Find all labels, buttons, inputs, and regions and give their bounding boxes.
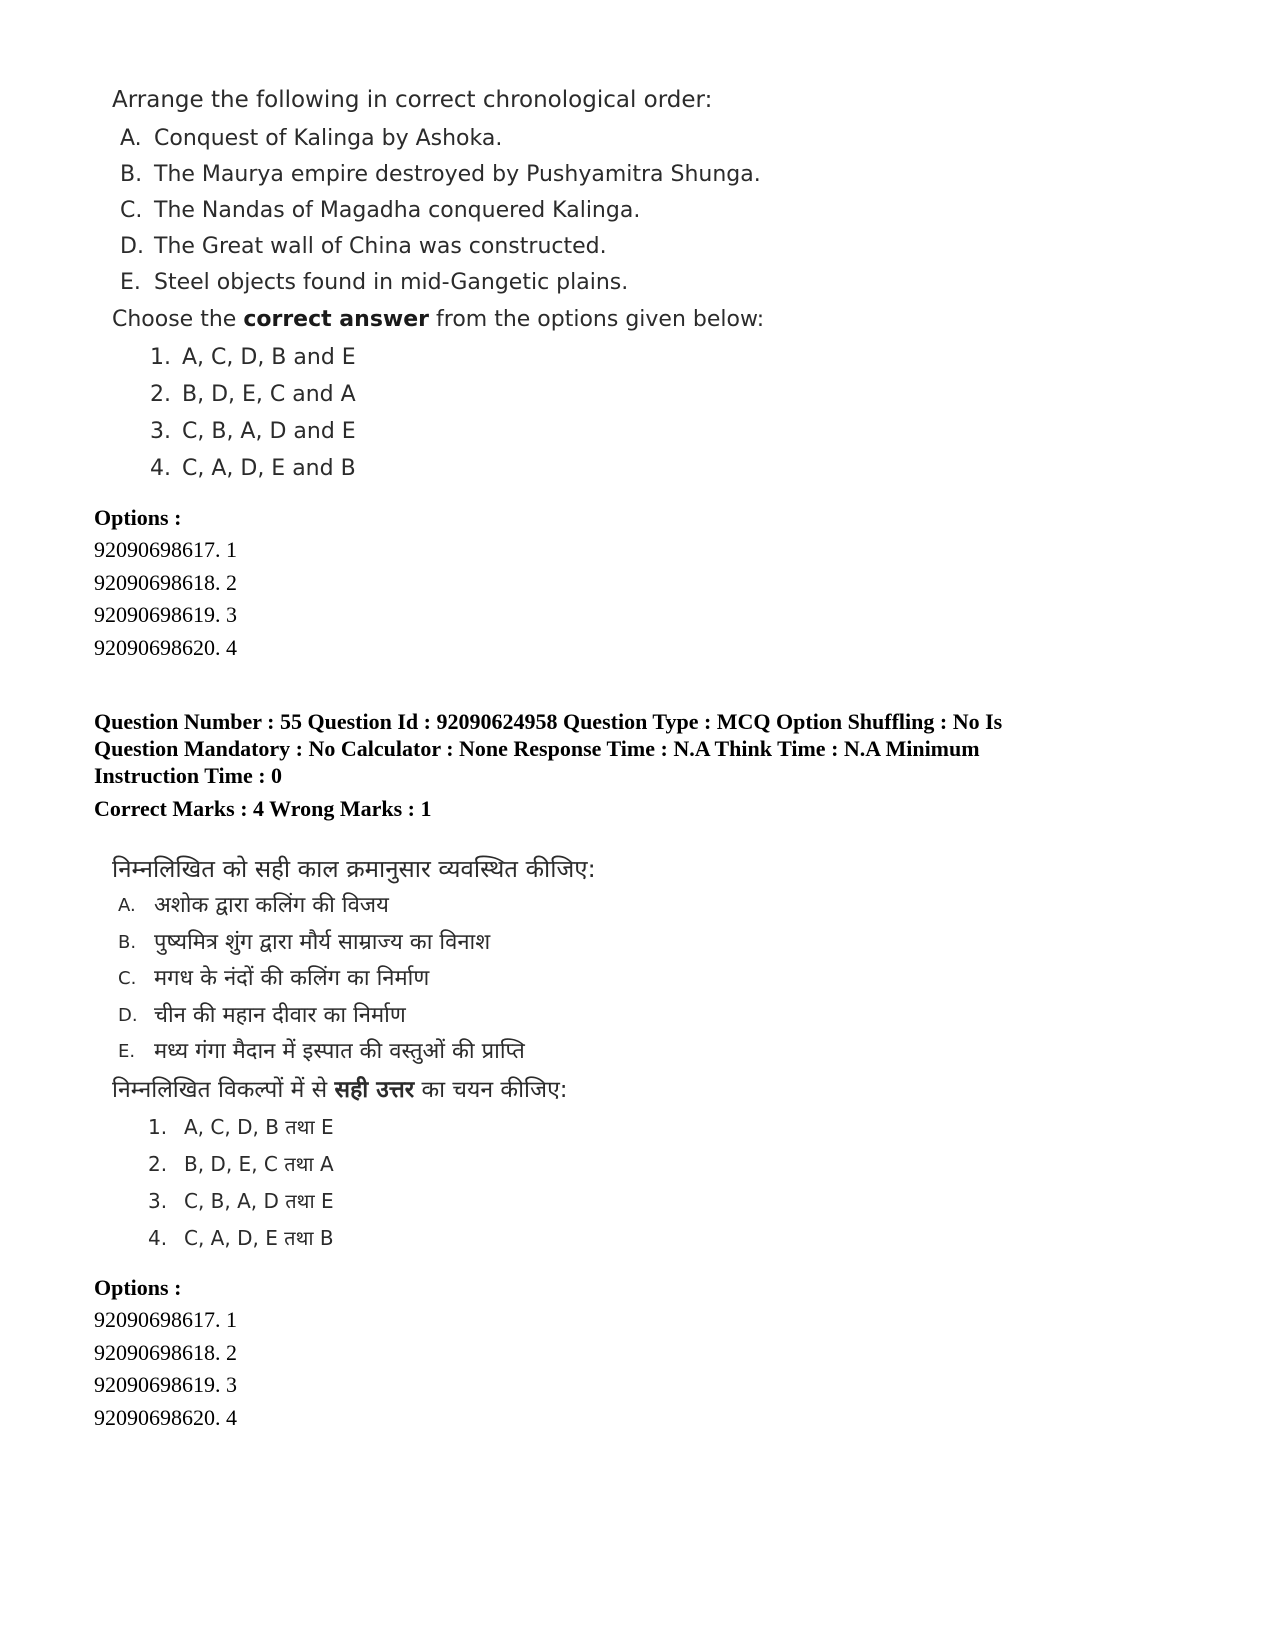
answer-text: A, C, D, B and E — [182, 345, 356, 370]
statement-c — [112, 193, 812, 229]
option-item: 92090698620. 4 — [94, 1404, 237, 1430]
choose-bold: correct answer — [243, 307, 430, 332]
choose-post: from the options given below: — [429, 307, 765, 332]
answer-choice-1 — [112, 339, 812, 376]
choose-pre: निम्नलिखित विकल्पों में से — [112, 1076, 335, 1103]
statement-text: चीन की महान दीवार का निर्माण — [154, 1002, 406, 1028]
option-item: 92090698620. 4 — [94, 634, 237, 660]
statement-text: मगध के नंदों की कलिंग का निर्माण — [154, 966, 430, 991]
statement-text: The Great wall of China was constructed. — [154, 234, 607, 259]
statement-text: Steel objects found in mid-Gangetic plains. — [154, 270, 629, 295]
answer-choice-4 — [112, 1220, 812, 1257]
answer-text: A, C, D, B तथा E — [184, 1114, 334, 1139]
option-item: 92090698619. 3 — [94, 1372, 237, 1397]
statement-e — [112, 265, 812, 301]
statement-text: The Nandas of Magadha conquered Kalinga. — [154, 198, 641, 223]
answer-text: C, A, D, E तथा B — [184, 1225, 334, 1250]
options-title: Options : — [94, 505, 182, 530]
statement-label: D. — [120, 234, 144, 259]
statement-text: The Maurya empire destroyed by Pushyamitra Shunga. — [154, 162, 761, 187]
statement-label: E. — [120, 270, 141, 295]
answer-choice-1 — [112, 1109, 812, 1146]
option-item: 92090698617. 1 — [94, 1307, 237, 1332]
answer-number: 3. — [148, 1188, 168, 1213]
statement-label: E. — [118, 1041, 136, 1062]
meta-line: Instruction Time : 0 — [94, 763, 283, 788]
statement-d — [112, 229, 812, 265]
meta-line: Question Number : 55 Question Id : 92090624958 Question Type : MCQ Option Shuffling : No Is — [94, 709, 1003, 734]
answer-text: B, D, E, C and A — [182, 382, 356, 407]
choose-instruction — [112, 301, 812, 339]
statement-a — [112, 888, 812, 925]
statement-b — [112, 925, 812, 962]
answer-choice-4 — [112, 450, 812, 487]
choose-pre: Choose the — [112, 307, 244, 332]
answer-number: 4. — [148, 1225, 168, 1250]
answer-choice-3 — [112, 413, 812, 450]
statement-c — [112, 961, 812, 998]
question-hindi-image — [112, 850, 812, 1257]
option-item: 92090698619. 3 — [94, 602, 237, 627]
choose-bold: सही उत्तर — [334, 1076, 415, 1103]
answer-number: 1. — [148, 1114, 168, 1139]
answer-choice-2 — [112, 376, 812, 413]
answer-number: 2. — [150, 382, 171, 407]
answer-number: 1. — [150, 345, 171, 370]
statement-text: मध्य गंगा मैदान में इस्पात की वस्तुओं की प्राप्ति — [154, 1039, 525, 1064]
statement-a — [112, 121, 812, 157]
answer-text: C, B, A, D तथा E — [184, 1188, 334, 1213]
statement-label: B. — [120, 162, 143, 187]
question-meta — [94, 708, 1194, 789]
choose-instruction — [112, 1071, 812, 1109]
statement-label: B. — [118, 931, 137, 953]
choose-post: का चयन कीजिए: — [414, 1076, 568, 1103]
question-stem: निम्नलिखित को सही काल क्रमानुसार व्यवस्थित कीजिए: — [112, 855, 596, 883]
statement-label: A. — [118, 895, 136, 916]
statement-label: D. — [118, 1004, 138, 1026]
answer-text: B, D, E, C तथा A — [184, 1151, 334, 1176]
option-item: 92090698617. 1 — [94, 537, 237, 562]
options-list-hindi — [94, 1272, 237, 1434]
statement-label: C. — [120, 198, 143, 223]
option-item: 92090698618. 2 — [94, 1339, 237, 1365]
answer-choice-2 — [112, 1146, 812, 1183]
statement-label: A. — [120, 126, 142, 151]
statement-d — [112, 998, 812, 1035]
answer-choice-3 — [112, 1183, 812, 1220]
statement-e — [112, 1034, 812, 1071]
answer-number: 3. — [150, 419, 171, 444]
options-list-english — [94, 502, 237, 664]
statement-text: अशोक द्वारा कलिंग की विजय — [154, 893, 389, 918]
question-english-image — [112, 83, 812, 487]
question-stem: Arrange the following in correct chronological order: — [112, 87, 713, 113]
statement-b — [112, 157, 812, 193]
meta-line: Question Mandatory : No Calculator : None Response Time : N.A Think Time : N.A Minimum — [94, 736, 980, 761]
statement-text: पुष्यमित्र शुंग द्वारा मौर्य साम्राज्य का विनाश — [154, 929, 491, 955]
options-title: Options : — [94, 1275, 182, 1300]
option-item: 92090698618. 2 — [94, 569, 237, 595]
answer-number: 2. — [148, 1151, 168, 1176]
statement-text: Conquest of Kalinga by Ashoka. — [154, 126, 503, 151]
statement-label: C. — [118, 968, 137, 989]
answer-number: 4. — [150, 456, 171, 481]
marks-info: Correct Marks : 4 Wrong Marks : 1 — [94, 796, 432, 821]
answer-text: C, B, A, D and E — [182, 419, 356, 444]
answer-text: C, A, D, E and B — [182, 456, 356, 481]
